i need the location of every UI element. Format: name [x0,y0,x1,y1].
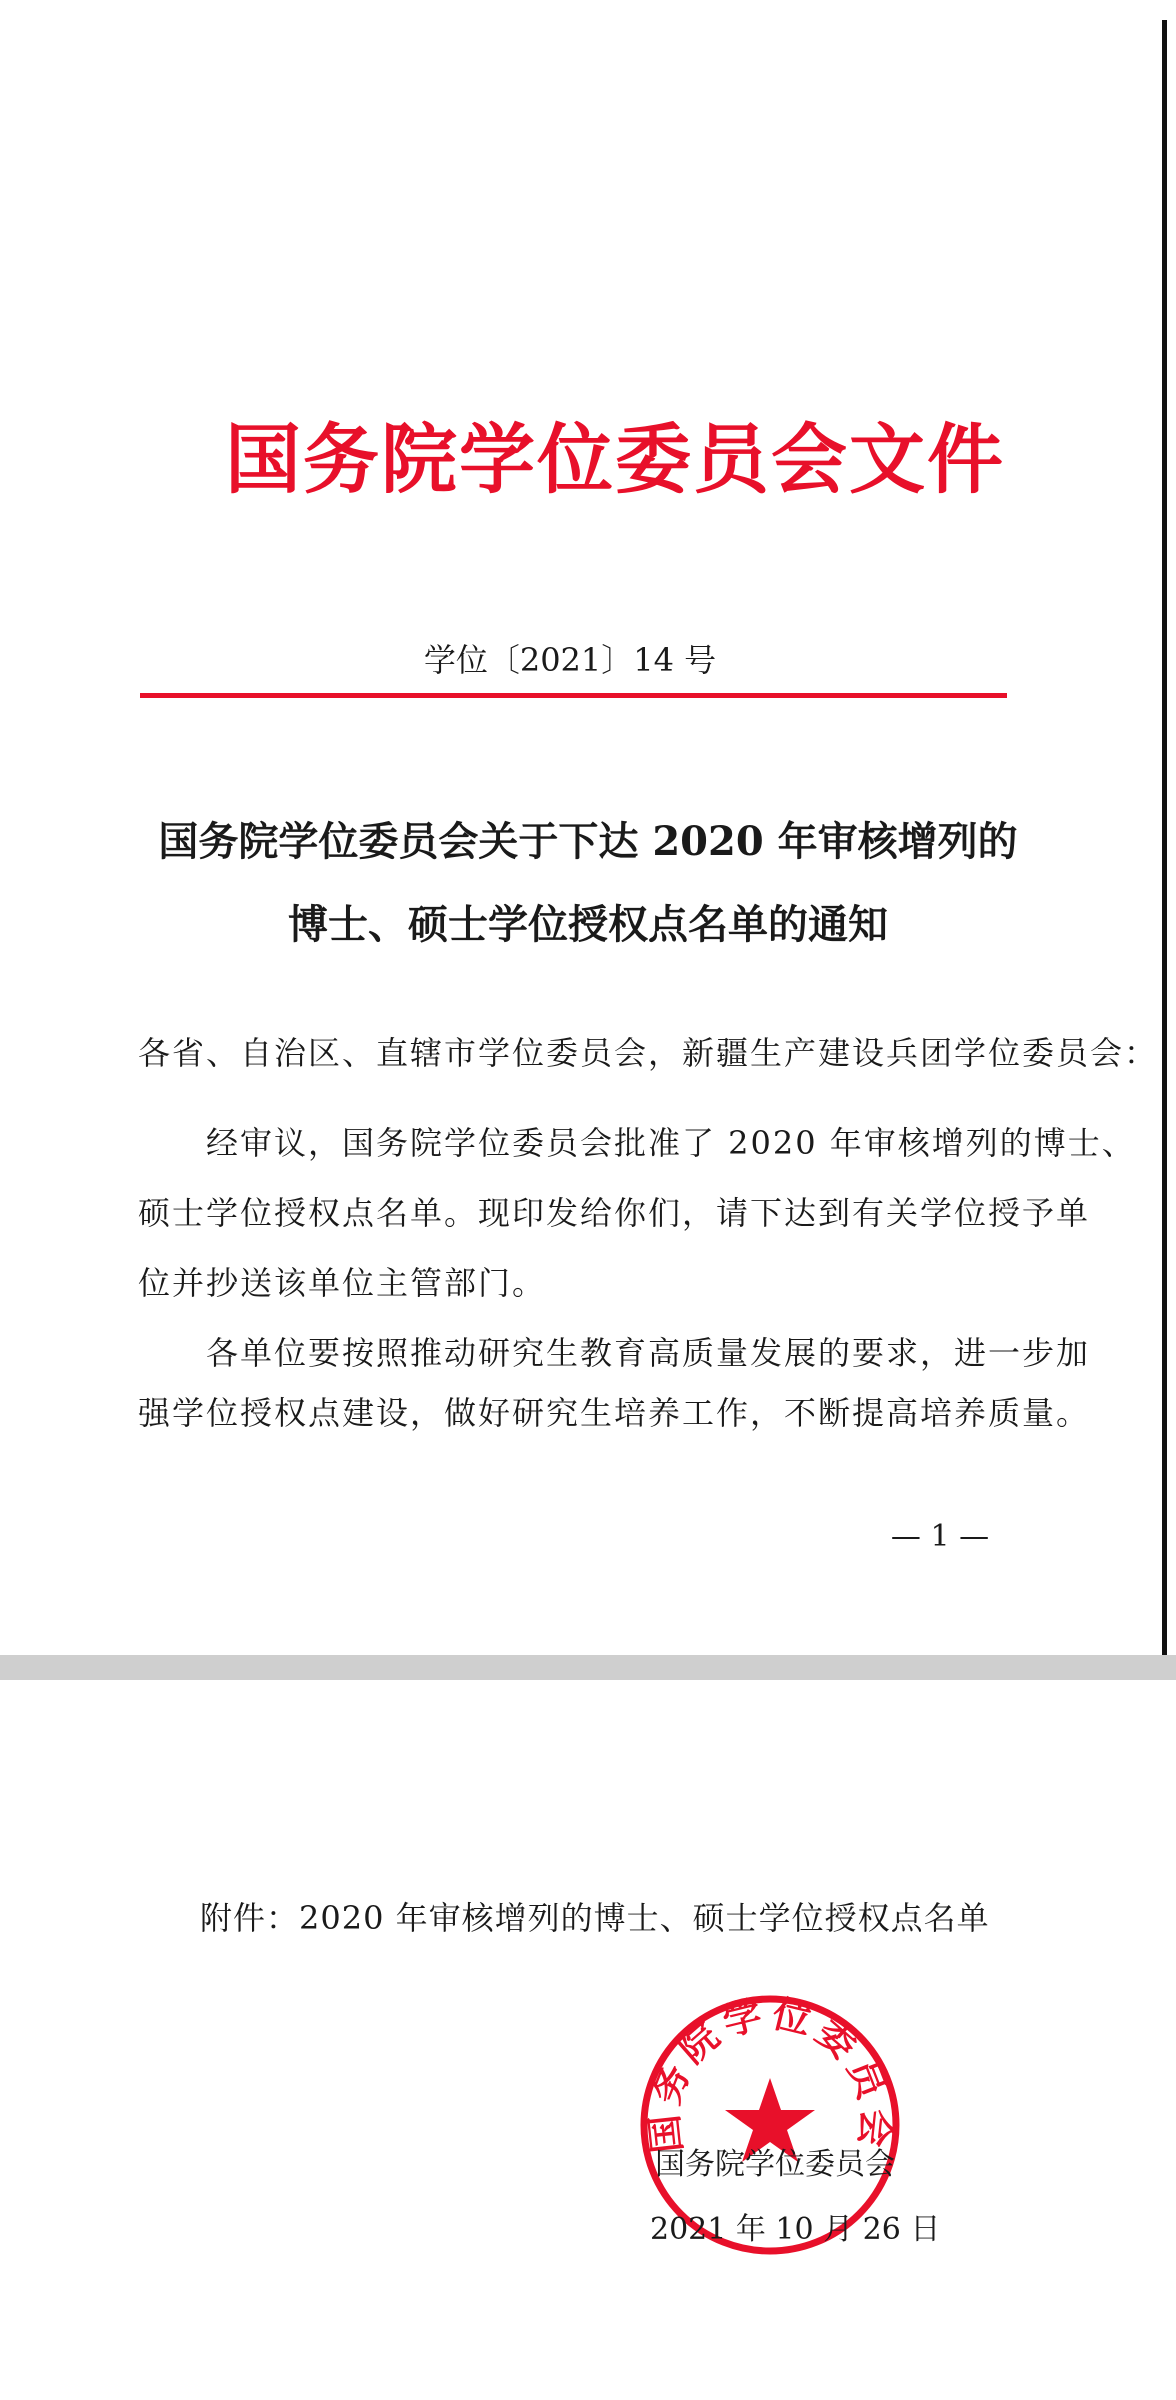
attachment-line: 附件：2020 年审核增列的博士、硕士学位授权点名单 [200,1899,990,1937]
signature-date: 2021 年 10 月 26 日 [650,2212,941,2247]
body-line: 各单位要按照推动研究生教育高质量发展的要求，进一步加 [138,1334,1091,1372]
document-header-title: 国务院学位委员会文件 [225,415,1005,504]
seal-text: 国务院学位委员会 [641,1991,899,2156]
signature-organization: 国务院学位委员会 [655,2147,895,2182]
body-line: 各省、自治区、直辖市学位委员会，新疆生产建设兵团学位委员会： [138,1034,1159,1072]
notice-title-line-1: 国务院学位委员会关于下达 2020 年审核增列的 [158,818,1018,865]
body-line: 硕士学位授权点名单。现印发给你们，请下达到有关学位授予单 [138,1194,1091,1232]
page-number: — 1 — [890,1519,990,1554]
page-edge-shadow [1162,20,1167,1655]
document-number: 学位〔2021〕14 号 [423,641,717,679]
body-line: 强学位授权点建设，做好研究生培养工作，不断提高培养质量。 [138,1394,1091,1432]
notice-title-line-2: 博士、硕士学位授权点名单的通知 [288,901,888,948]
body-line: 位并抄送该单位主管部门。 [138,1264,547,1302]
red-divider-line [140,693,1007,698]
page-separator [0,1655,1176,1680]
document-page-2 [0,1680,1176,2400]
body-line: 经审议，国务院学位委员会批准了 2020 年审核增列的博士、 [138,1124,1136,1162]
